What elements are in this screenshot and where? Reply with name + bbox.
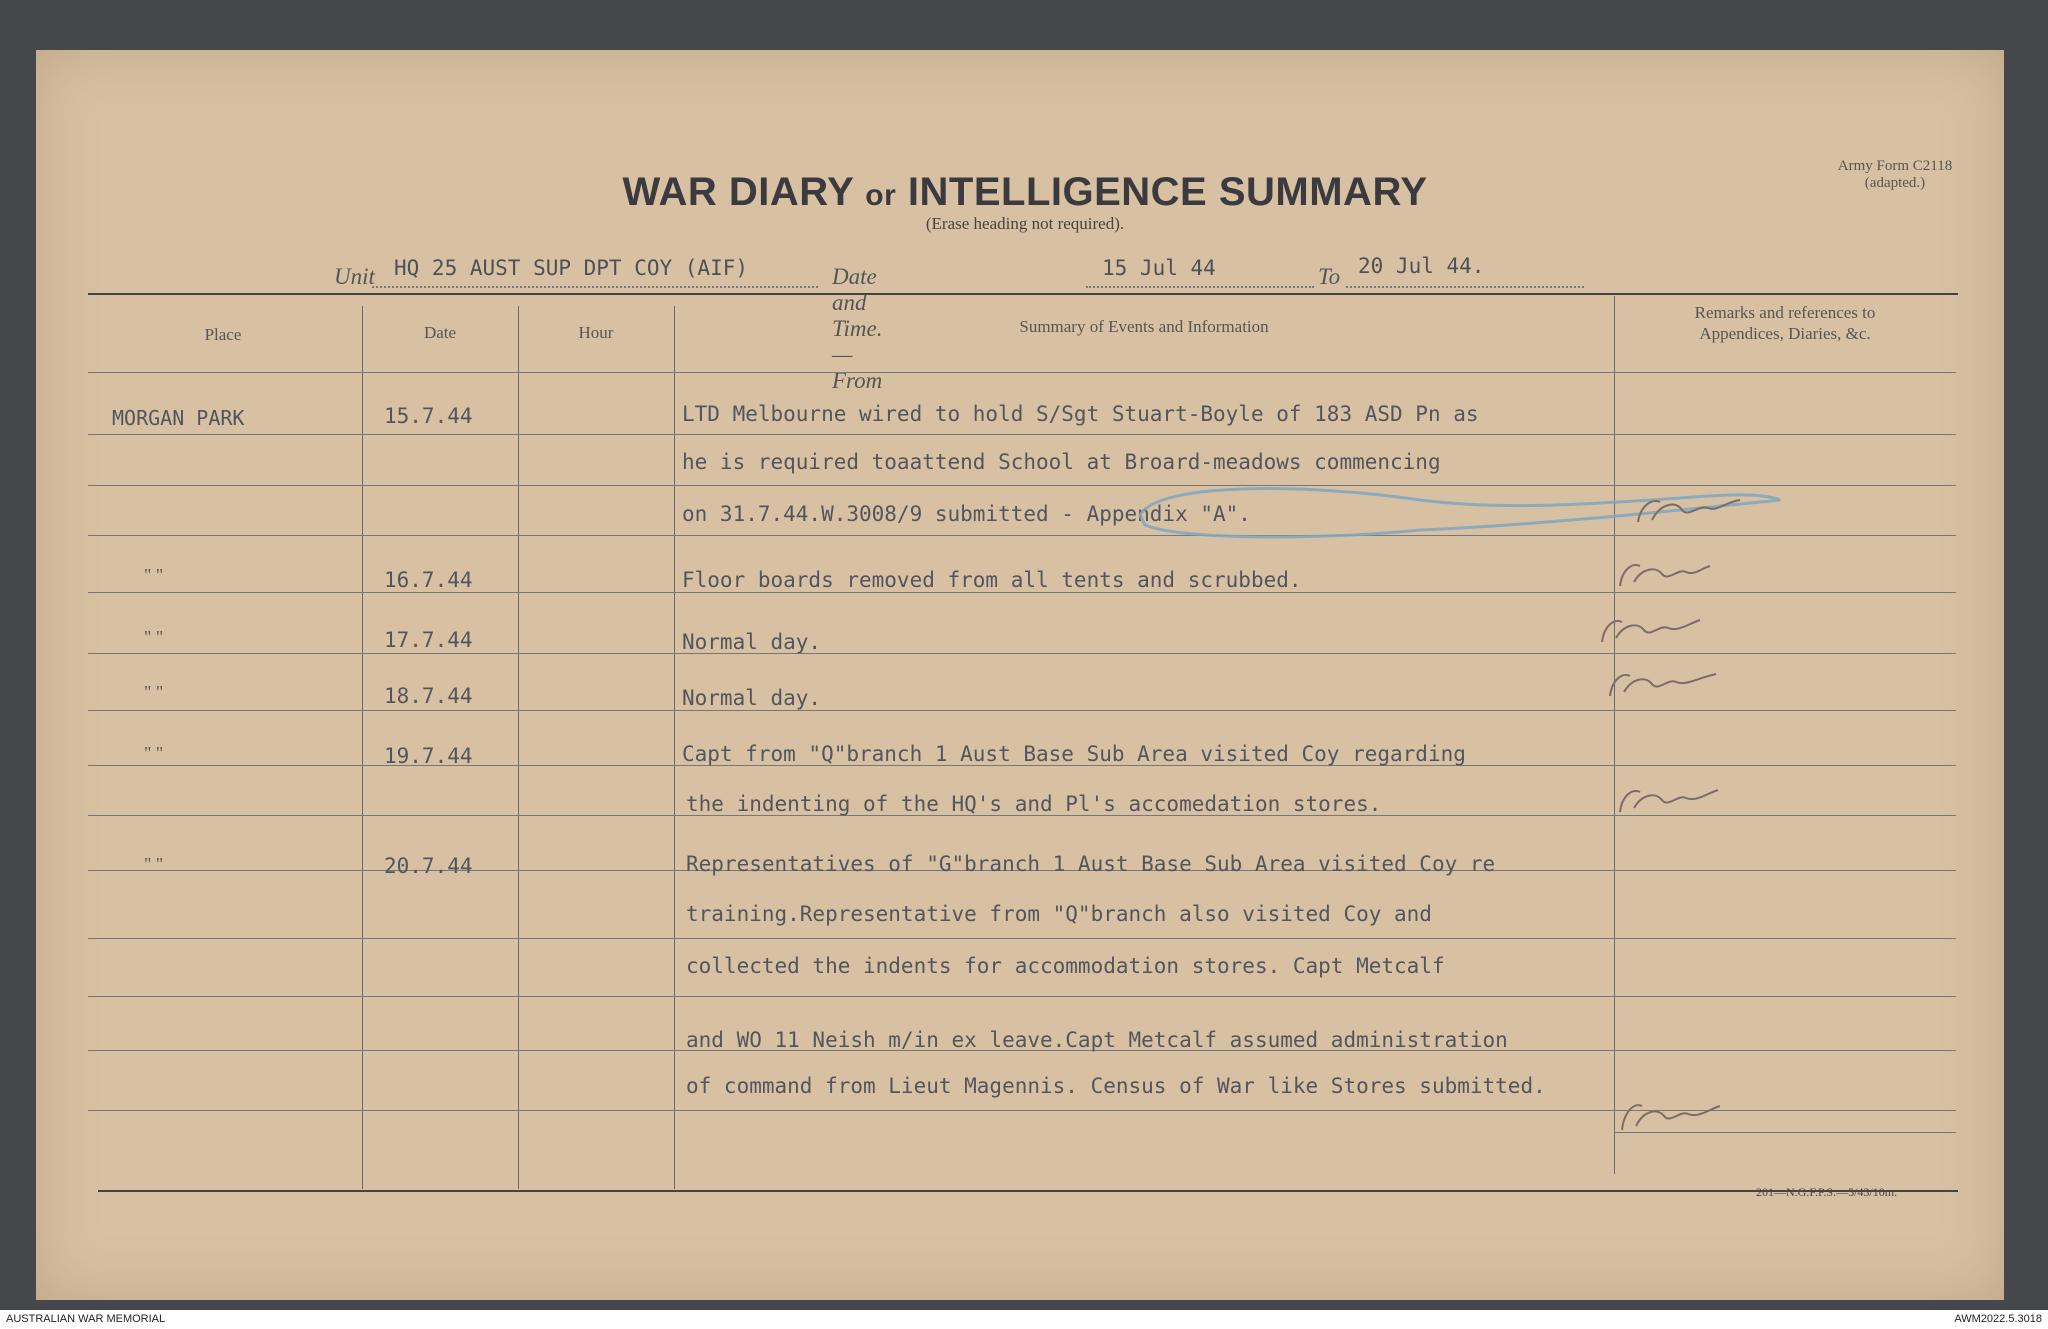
place-morgan-park: MORGAN PARK (112, 406, 245, 430)
summary-line: LTD Melbourne wired to hold S/Sgt Stuart-Boyle of 183 ASD Pn as (682, 402, 1479, 426)
summary-line: on 31.7.44.W.3008/9 submitted - Appendix "A". (682, 502, 1251, 526)
place-ditto: " " (144, 627, 164, 647)
summary-line: Normal day. (682, 630, 822, 654)
to-date-value: 20 Jul 44. (1358, 254, 1485, 278)
initials-signature (1614, 780, 1724, 820)
archive-name: AUSTRALIAN WAR MEMORIAL (6, 1313, 166, 1325)
page-title (600, 170, 1450, 215)
remarks-header-line-1: Remarks and references to (1694, 303, 1876, 322)
summary-line: Representatives of "G"branch 1 Aust Base Sub Area visited Coy re (686, 852, 1496, 876)
date-cell: 19.7.44 (384, 744, 473, 768)
archive-footer (0, 1310, 2048, 1329)
date-cell: 18.7.44 (384, 684, 473, 708)
summary-line: he is required toaattend School at Broard-meadows commencing (682, 450, 1441, 474)
title-part-2: INTELLIGENCE SUMMARY (907, 170, 1428, 214)
form-print-code: 201—N.G.F.P.S.—5/43/10m. (1756, 1185, 1898, 1199)
army-form-label (1795, 158, 1995, 192)
col-header-remarks (1614, 302, 1956, 344)
date-cell: 20.7.44 (384, 854, 473, 878)
initials-signature (1604, 666, 1724, 702)
place-ditto: " " (144, 854, 164, 874)
col-header-hour: Hour (578, 323, 614, 342)
to-label: To (1318, 264, 1341, 289)
title-or: or (865, 179, 897, 212)
summary-line: of command from Lieut Magennis. Census of War like Stores submitted. (686, 1074, 1546, 1098)
summary-line: collected the indents for accommodation stores. Capt Metcalf (686, 954, 1445, 978)
page-subtitle: (Erase heading not required). (925, 214, 1125, 233)
unit-value: HQ 25 AUST SUP DPT COY (AIF) (394, 256, 749, 280)
summary-line: the indenting of the HQ's and Pl's accomedation stores. (686, 792, 1382, 816)
initials-signature (1616, 1094, 1726, 1138)
col-header-place: Place (204, 325, 242, 344)
place-ditto: " " (144, 682, 164, 702)
col-header-summary: Summary of Events and Information (1019, 317, 1269, 336)
date-time-label: Date and Time.—From (832, 264, 883, 393)
date-cell: 15.7.44 (384, 404, 473, 428)
summary-line: Capt from "Q"branch 1 Aust Base Sub Area visited Coy regarding (682, 742, 1466, 766)
initials-signature (1630, 490, 1750, 530)
date-cell: 17.7.44 (384, 628, 473, 652)
archive-reference: AWM2022.5.3018 (1954, 1313, 2042, 1325)
place-ditto: " " (144, 565, 164, 585)
date-cell: 16.7.44 (384, 568, 473, 592)
initials-signature (1596, 610, 1706, 650)
summary-line: Normal day. (682, 686, 822, 710)
initials-signature (1614, 556, 1714, 592)
from-date-value: 15 Jul 44 (1102, 256, 1216, 280)
army-form-number: Army Form C2118 (1837, 158, 1953, 174)
col-header-date: Date (423, 323, 457, 342)
remarks-header-line-2: Appendices, Diaries, &c. (1699, 324, 1871, 343)
summary-line: Floor boards removed from all tents and scrubbed. (682, 568, 1302, 592)
title-part-1: WAR DIARY (622, 170, 854, 214)
army-form-adapted: (adapted.) (1864, 175, 1926, 191)
place-ditto: " " (144, 743, 164, 763)
summary-line: and WO 11 Neish m/in ex leave.Capt Metcalf assumed administration (686, 1028, 1508, 1052)
summary-line: training.Representative from "Q"branch also visited Coy and (686, 902, 1432, 926)
unit-label: Unit (334, 264, 375, 289)
